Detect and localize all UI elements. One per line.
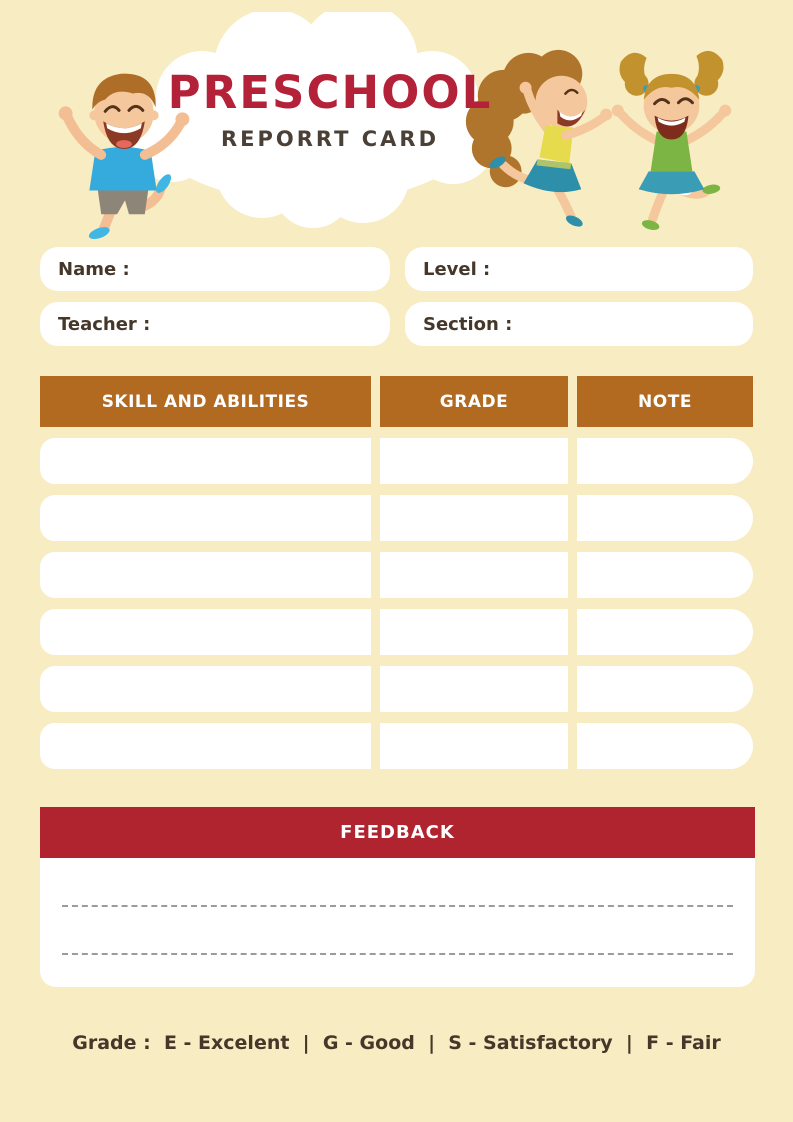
level-field-label: Level : bbox=[423, 258, 491, 280]
table-row bbox=[40, 438, 753, 484]
table-row bbox=[40, 609, 753, 655]
header-banner bbox=[0, 0, 793, 245]
section-field[interactable] bbox=[405, 302, 753, 346]
column-header-skills: SKILL AND ABILITIES bbox=[40, 376, 371, 427]
feedback-section bbox=[40, 807, 755, 987]
note-cell[interactable] bbox=[577, 438, 753, 484]
note-cell[interactable] bbox=[577, 495, 753, 541]
note-cell[interactable] bbox=[577, 552, 753, 598]
note-cell[interactable] bbox=[577, 723, 753, 769]
feedback-writing-line[interactable] bbox=[62, 953, 733, 955]
grade-cell[interactable] bbox=[380, 552, 568, 598]
feedback-header: FEEDBACK bbox=[40, 807, 755, 858]
grade-cell[interactable] bbox=[380, 723, 568, 769]
column-header-grade: GRADE bbox=[380, 376, 568, 427]
note-cell[interactable] bbox=[577, 666, 753, 712]
page-title: PRESCHOOL bbox=[167, 66, 493, 119]
feedback-body[interactable] bbox=[40, 858, 755, 987]
skill-cell[interactable] bbox=[40, 609, 371, 655]
student-info-fields bbox=[40, 247, 753, 346]
jumping-girl-illustration bbox=[606, 44, 742, 238]
level-field[interactable] bbox=[405, 247, 753, 291]
table-row bbox=[40, 666, 753, 712]
table-row bbox=[40, 495, 753, 541]
table-row bbox=[40, 723, 753, 769]
column-header-note: NOTE bbox=[577, 376, 753, 427]
table-row bbox=[40, 552, 753, 598]
skill-cell[interactable] bbox=[40, 666, 371, 712]
grade-cell[interactable] bbox=[380, 495, 568, 541]
skills-table-header bbox=[40, 376, 753, 427]
feedback-writing-line[interactable] bbox=[62, 905, 733, 907]
grade-cell[interactable] bbox=[380, 438, 568, 484]
skill-cell[interactable] bbox=[40, 438, 371, 484]
grade-cell[interactable] bbox=[380, 666, 568, 712]
skill-cell[interactable] bbox=[40, 552, 371, 598]
skills-table bbox=[40, 376, 753, 769]
note-cell[interactable] bbox=[577, 609, 753, 655]
page-subtitle: REPORRT CARD bbox=[220, 127, 440, 151]
grade-cell[interactable] bbox=[380, 609, 568, 655]
section-field-label: Section : bbox=[423, 313, 513, 335]
skill-cell[interactable] bbox=[40, 723, 371, 769]
teacher-field-label: Teacher : bbox=[58, 313, 151, 335]
skill-cell[interactable] bbox=[40, 495, 371, 541]
grade-legend: Grade : E - Excelent | G - Good | S - Satisfactory | F - Fair bbox=[72, 1032, 721, 1054]
teacher-field[interactable] bbox=[40, 302, 390, 346]
name-field-label: Name : bbox=[58, 258, 130, 280]
name-field[interactable] bbox=[40, 247, 390, 291]
